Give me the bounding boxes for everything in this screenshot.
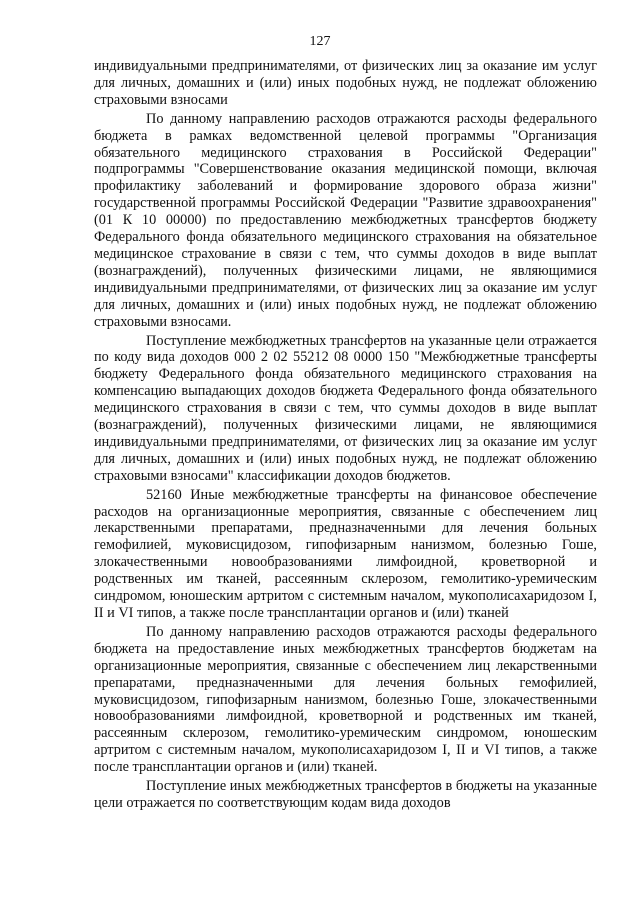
paragraph: Поступление иных межбюджетных трансфертов в бюджеты на указанные цели отражается по соответствующим кодам вида доходов bbox=[94, 778, 597, 811]
paragraph: Поступление межбюджетных трансфертов на указанные цели отражается по коду вида доходов 000 2 02 55212 08 0000 150 "Межбюджетные трансферты бюджету Федерального фонда обязательного медицинского страхования на компенсацию выпадающих доходов бюджета Федерального фонда обязательного медицинского страхования в связи с тем, что суммы доходов в виде выплат (вознаграждений), полученных физическими лицами, не являющимися индивидуальными предпринимателями, от физических лиц за оказание им услуг для личных, домашних и (или) иных подобных нужд, не подлежат обложению страховыми взносами" классификации доходов бюджетов. bbox=[94, 332, 597, 484]
paragraph: По данному направлению расходов отражаются расходы федерального бюджета на предоставление иных межбюджетных трансфертов бюджетам на организационные мероприятия, связанные с обеспечением лиц лекарственными препаратами, предназначенными для лечения больных гемофилией, муковисцидозом, гипофизарным нанизмом, болезнью Гоше, злокачественными новообразованиями лимфоидной, кроветворной и родственных им тканей, рассеянным склерозом, гемолитико-уремическим синдромом, юношеским артритом с системным началом, мукополисахаридозом I, II и VI типов, а также после трансплантации органов и (или) тканей. bbox=[94, 623, 597, 776]
paragraph-section-52160: 52160 Иные межбюджетные трансферты на финансовое обеспечение расходов на организационные мероприятия, связанные с обеспечением лиц лекарственными препаратами, предназначенными для лечения больных гемофилией, муковисцидозом, гипофизарным нанизмом, болезнью Гоше, злокачественными новообразованиями лимфоидной, кроветворной и родственных им тканей, рассеянным склерозом, гемолитико-уремическим синдромом, юношеским артритом с системным началом, мукополисахаридозом I, II и VI типов, а также после трансплантации органов и (или) тканей bbox=[94, 486, 597, 621]
page-number: 127 bbox=[309, 34, 331, 49]
paragraph: По данному направлению расходов отражаются расходы федерального бюджета в рамках ведомственной целевой программы "Организация обязательного медицинского страхования в Российской Федерации" подпрограммы "Совершенствование оказания медицинской помощи, включая профилактику заболеваний и формирование здорового образа жизни" государственной программы Российской Федерации "Развитие здравоохранения" (01 К 10 00000) по предоставлению межбюджетных трансфертов бюджету Федерального фонда обязательного медицинского страхования на обязательное медицинское страхование в связи с тем, что суммы доходов в виде выплат (вознаграждений), полученных физическими лицами, не являющимися индивидуальными предпринимателями, от физических лиц за оказание им услуг для личных, домашних и (или) иных подобных нужд, не подлежат обложению страховыми взносами. bbox=[94, 110, 597, 330]
document-body bbox=[94, 58, 597, 814]
paragraph-continued: индивидуальными предпринимателями, от физических лиц за оказание им услуг для личных, домашних и (или) иных подобных нужд, не подлежат обложению страховыми взносами bbox=[94, 58, 597, 108]
